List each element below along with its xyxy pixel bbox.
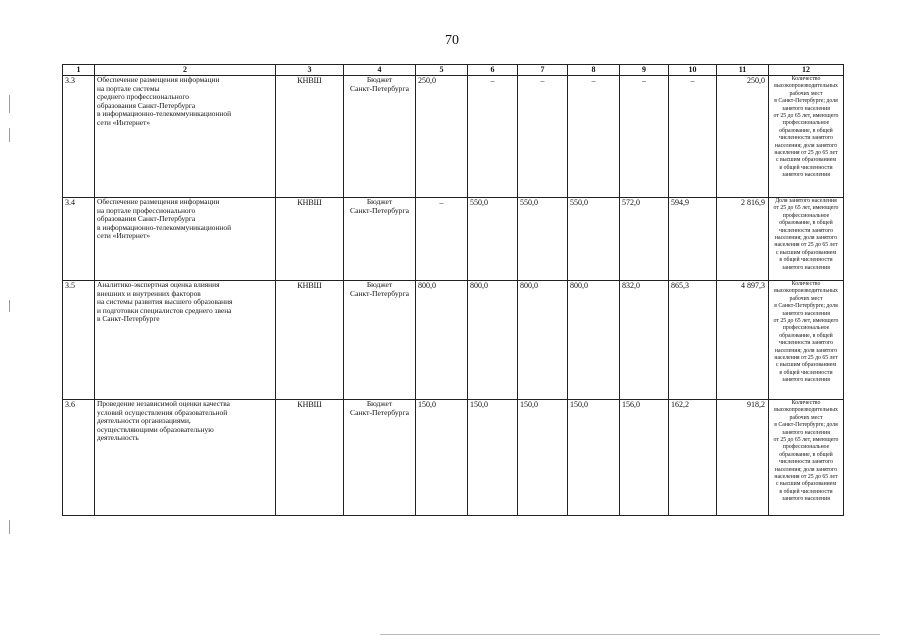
value-cell: 550,0 — [568, 198, 620, 281]
scan-mark — [9, 520, 10, 534]
value-cell: 800,0 — [568, 281, 620, 400]
row-number: 3.5 — [63, 281, 95, 400]
column-header: 5 — [416, 65, 468, 76]
scan-mark — [9, 128, 10, 142]
column-header: 6 — [468, 65, 518, 76]
funding-source: Бюджет Санкт-Петербурга — [344, 76, 416, 198]
total-cell: 2 816,9 — [717, 198, 769, 281]
executor: КНВШ — [276, 198, 344, 281]
column-header: 1 — [63, 65, 95, 76]
value-cell: 156,0 — [620, 400, 669, 516]
activity-name: Обеспечение размещения информации на портале системы среднего профессионального образования Санкт-Петербурга в информационно-телекоммуникационной сети «Интернет» — [95, 76, 276, 198]
funding-source: Бюджет Санкт-Петербурга — [344, 400, 416, 516]
executor: КНВШ — [276, 281, 344, 400]
column-header: 4 — [344, 65, 416, 76]
value-cell: 550,0 — [468, 198, 518, 281]
row-number: 3.4 — [63, 198, 95, 281]
value-cell: 250,0 — [416, 76, 468, 198]
value-cell: 150,0 — [518, 400, 568, 516]
value-cell: – — [620, 76, 669, 198]
column-header: 8 — [568, 65, 620, 76]
column-header: 9 — [620, 65, 669, 76]
funding-source: Бюджет Санкт-Петербурга — [344, 281, 416, 400]
indicator-cell: Количество высокопроизводительных рабочих мест в Санкт-Петербурге; доля занятого населения от 25 до 65 лет, имеющего профессиональное образование, в общей численности занятого населения; доля занятого населения от 25 до 65 лет с высшим образованием в общей численности занятого населения — [769, 76, 844, 198]
value-cell: – — [669, 76, 717, 198]
total-cell: 4 897,3 — [717, 281, 769, 400]
indicator-cell: Доля занятого населения от 25 до 65 лет, имеющего профессиональное образование, в общей численности занятого населения; доля занятого населения от 25 до 65 лет с высшим образованием в общей численности занятого населения — [769, 198, 844, 281]
indicator-cell: Количество высокопроизводительных рабочих мест в Санкт-Петербурге; доля занятого населения от 25 до 65 лет, имеющего профессиональное образование, в общей численности занятого населения; доля занятого населения от 25 до 65 лет с высшим образованием в общей численности занятого населения — [769, 400, 844, 516]
value-cell: 572,0 — [620, 198, 669, 281]
table-row — [63, 198, 844, 281]
value-cell: 162,2 — [669, 400, 717, 516]
row-number: 3.6 — [63, 400, 95, 516]
value-cell: 865,3 — [669, 281, 717, 400]
activity-name: Проведение независимой оценки качества условий осуществления образовательной деятельности организациями, осуществляющими образовательную деятельность — [95, 400, 276, 516]
value-cell: – — [416, 198, 468, 281]
column-header: 11 — [717, 65, 769, 76]
scan-edge-line — [380, 634, 880, 635]
page-number: 70 — [445, 33, 459, 48]
value-cell: – — [518, 76, 568, 198]
value-cell: 800,0 — [416, 281, 468, 400]
funding-source: Бюджет Санкт-Петербурга — [344, 198, 416, 281]
value-cell: – — [568, 76, 620, 198]
column-header: 2 — [95, 65, 276, 76]
table-row — [63, 76, 844, 198]
column-header: 12 — [769, 65, 844, 76]
value-cell: 800,0 — [518, 281, 568, 400]
column-header: 7 — [518, 65, 568, 76]
activity-name: Аналитико-экспертная оценка влияния внешних и внутренних факторов на системы развития высшего образования и подготовки специалистов среднего звена в Санкт-Петербурге — [95, 281, 276, 400]
indicator-cell: Количество высокопроизводительных рабочих мест в Санкт-Петербурге; доля занятого населения от 25 до 65 лет, имеющего профессиональное образование, в общей численности занятого населения; доля занятого населения от 25 до 65 лет с высшим образованием в общей численности занятого населения — [769, 281, 844, 400]
column-header: 3 — [276, 65, 344, 76]
total-cell: 918,2 — [717, 400, 769, 516]
executor: КНВШ — [276, 76, 344, 198]
table-row — [63, 400, 844, 516]
value-cell: – — [468, 76, 518, 198]
value-cell: 150,0 — [568, 400, 620, 516]
scan-mark — [9, 300, 10, 312]
executor: КНВШ — [276, 400, 344, 516]
budget-table — [62, 64, 844, 516]
table-header-row — [63, 65, 844, 76]
value-cell: 800,0 — [468, 281, 518, 400]
column-header: 10 — [669, 65, 717, 76]
value-cell: 832,0 — [620, 281, 669, 400]
table-row — [63, 281, 844, 400]
total-cell: 250,0 — [717, 76, 769, 198]
value-cell: 150,0 — [416, 400, 468, 516]
value-cell: 150,0 — [468, 400, 518, 516]
value-cell: 550,0 — [518, 198, 568, 281]
row-number: 3.3 — [63, 76, 95, 198]
value-cell: 594,9 — [669, 198, 717, 281]
scan-mark — [9, 95, 10, 113]
activity-name: Обеспечение размещения информации на портале профессионального образования Санкт-Петербурга в информационно-телекоммуникационной сети «Интернет» — [95, 198, 276, 281]
